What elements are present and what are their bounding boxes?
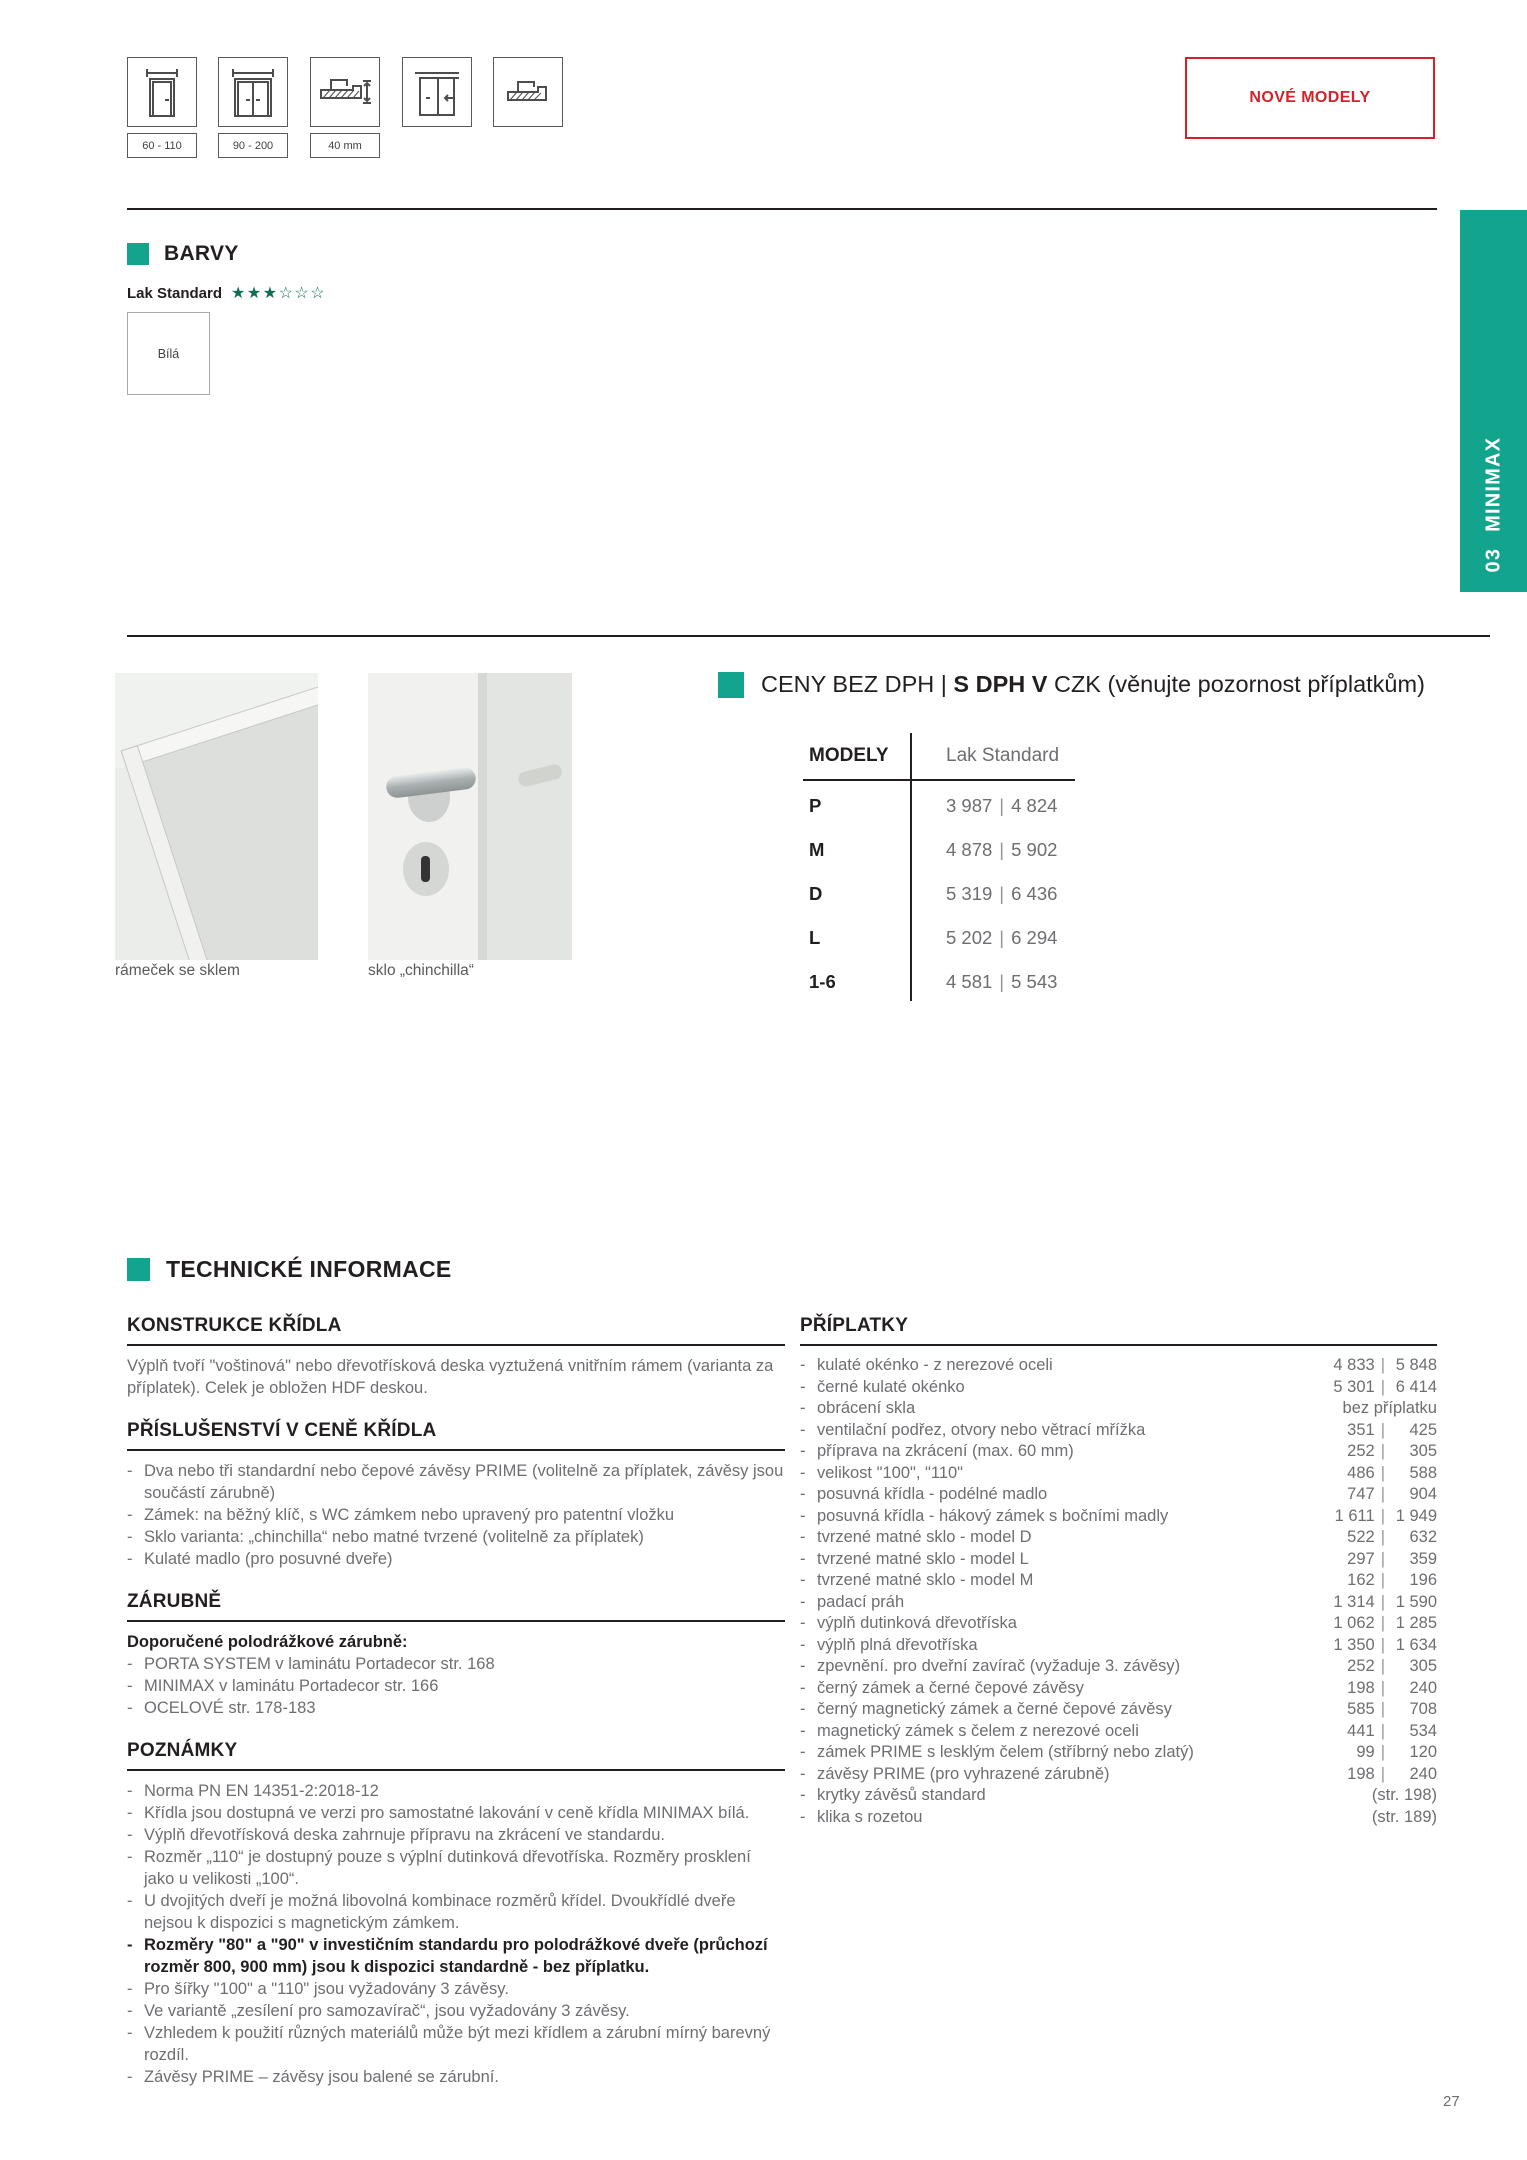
list-bullet: - <box>127 1677 133 1695</box>
note-item <box>127 2066 785 2088</box>
list-bullet: - <box>800 1571 806 1589</box>
price-separator: | <box>999 795 1005 816</box>
surcharge-price <box>1329 1463 1437 1485</box>
price-separator: | <box>999 839 1005 860</box>
price-gross: 632 <box>1409 1528 1437 1546</box>
price-net: 1 350 <box>1333 1635 1375 1654</box>
note-item-text: Rozměry "80" a "90" v investičním standardu pro polodrážkové dveře (průchozí rozměr 800, 900 mm) jsou k dispozici standardně - bez příplatku. <box>144 1936 768 1976</box>
price-separator: | <box>1380 1485 1385 1503</box>
tech-right-column <box>800 1315 1437 1828</box>
price-separator: | <box>1380 1442 1385 1460</box>
list-bullet: - <box>127 1892 133 1910</box>
note-item-text: Pro šířky "100" a "110" jsou vyžadovány 3 závěsy. <box>144 1980 509 1998</box>
surcharge-row <box>800 1721 1437 1743</box>
surcharge-row <box>800 1678 1437 1700</box>
surcharge-label: klika s rozetou <box>817 1807 923 1826</box>
price-net: 162 <box>1347 1571 1375 1589</box>
frames-subtitle: Doporučené polodrážkové zárubně: <box>127 1633 408 1651</box>
accessory-item <box>127 1526 785 1548</box>
note-item-text: Ve variantě „zesílení pro samozavírač“, jsou vyžadovány 3 závěsy. <box>144 2002 630 2020</box>
surcharge-price <box>1329 1721 1437 1743</box>
chapter-number: 03 <box>1482 547 1504 572</box>
note-item <box>127 1934 785 1978</box>
list-bullet: - <box>127 1936 133 1954</box>
surcharge-row <box>800 1420 1437 1442</box>
note-item <box>127 1824 785 1846</box>
price-separator: | <box>1380 1356 1385 1374</box>
list-bullet: - <box>800 1614 806 1632</box>
model-code-cell: 1-6 <box>809 971 836 992</box>
accessory-item-text: Dva nebo tři standardní nebo čepové závěsy PRIME (volitelně za příplatek, závěsy jsou součástí zárubně) <box>144 1462 784 1502</box>
surcharge-row <box>800 1506 1437 1528</box>
note-item-text: Závěsy PRIME – závěsy jsou balené se zárubní. <box>144 2068 499 2086</box>
surcharge-price <box>1329 1656 1437 1678</box>
surcharge-label: krytky závěsů standard <box>817 1786 986 1804</box>
note-item <box>127 1846 785 1890</box>
photo-caption: sklo „chinchilla“ <box>368 962 474 979</box>
surcharge-label: černý zámek a černé čepové závěsy <box>817 1678 1084 1697</box>
price-gross: 1 949 <box>1395 1506 1437 1525</box>
list-bullet: - <box>127 2068 133 2086</box>
photo-caption: rámeček se sklem <box>115 962 240 979</box>
price-separator: | <box>1380 1549 1385 1568</box>
surcharge-price <box>1329 1527 1437 1549</box>
list-bullet: - <box>800 1807 806 1826</box>
surcharges-title: PŘÍPLATKY <box>800 1315 1437 1346</box>
surcharge-label: černý magnetický zámek a černé čepové závěsy <box>817 1700 1172 1718</box>
surcharge-price <box>1329 1699 1437 1721</box>
surcharge-row <box>800 1764 1437 1786</box>
list-bullet: - <box>127 1980 133 1998</box>
surcharge-row <box>800 1785 1437 1807</box>
price-gross: 5 543 <box>1011 971 1058 992</box>
list-bullet: - <box>127 1506 133 1524</box>
swatch-label: Bílá <box>157 346 180 361</box>
price-net: 4 878 <box>946 839 993 860</box>
section-divider <box>127 635 1490 637</box>
note-item-text: Vzhledem k použití různých materiálů může být mezi křídlem a zárubní mírný barevný rozdíl. <box>144 2024 771 2064</box>
price-separator: | <box>1380 1657 1385 1675</box>
price-separator: | <box>1380 1377 1385 1396</box>
list-bullet: - <box>800 1764 806 1783</box>
list-bullet: - <box>800 1592 806 1611</box>
list-bullet: - <box>127 2024 133 2042</box>
list-bullet: - <box>800 1356 806 1374</box>
surcharge-row <box>800 1699 1437 1721</box>
surcharge-label: černé kulaté okénko <box>817 1377 965 1396</box>
list-bullet: - <box>127 1804 133 1822</box>
surcharge-row <box>800 1656 1437 1678</box>
price-separator: | <box>1380 1678 1385 1697</box>
surcharge-label: kulaté okénko - z nerezové oceli <box>817 1356 1053 1374</box>
surcharge-label: posuvná křídla - podélné madlo <box>817 1485 1048 1503</box>
price-separator: | <box>1380 1592 1385 1611</box>
surcharge-price <box>1329 1635 1437 1657</box>
price-net: 198 <box>1347 1678 1375 1697</box>
sliding-door-icon <box>402 57 472 127</box>
price-separator: | <box>1380 1764 1385 1783</box>
surcharge-label: tvrzené matné sklo - model D <box>817 1528 1032 1546</box>
surcharge-label: ventilační podřez, otvory nebo větrací mřížka <box>817 1420 1146 1439</box>
list-bullet: - <box>127 1462 133 1480</box>
price-net: 5 202 <box>946 927 993 948</box>
price-gross: 196 <box>1409 1571 1437 1589</box>
price-gross: 1 590 <box>1395 1592 1437 1611</box>
surcharge-price <box>1329 1592 1437 1614</box>
note-item <box>127 1780 785 1802</box>
note-item <box>127 2022 785 2066</box>
price-net: 252 <box>1347 1442 1375 1460</box>
note-item <box>127 2000 785 2022</box>
price-separator: | <box>1380 1528 1385 1546</box>
price-net: 252 <box>1347 1657 1375 1675</box>
note-item-text: Výplň dřevotřísková deska zahrnuje přípravu na zkrácení ve standardu. <box>144 1826 665 1844</box>
list-bullet: - <box>800 1700 806 1718</box>
price-gross: 6 414 <box>1395 1377 1437 1396</box>
price-gross: 6 436 <box>1011 883 1058 904</box>
models-column-header: MODELY <box>803 733 910 781</box>
list-bullet: - <box>800 1721 806 1740</box>
finish-label: Lak Standard <box>127 284 223 302</box>
surcharge-row <box>800 1527 1437 1549</box>
note-item-text: Křídla jsou dostupná ve verzi pro samostatné lakování v ceně křídla MINIMAX bílá. <box>144 1804 750 1822</box>
model-code-cell: D <box>809 883 823 904</box>
surcharge-label: výplň dutinková dřevotříska <box>817 1614 1017 1632</box>
model-code-cell: L <box>809 927 821 948</box>
surcharge-price <box>1329 1742 1437 1764</box>
surcharge-row <box>800 1592 1437 1614</box>
surcharge-label: výplň plná dřevotříska <box>817 1635 978 1654</box>
photo-frame-with-glass <box>115 673 318 960</box>
teal-square-bullet-icon <box>718 672 744 698</box>
surcharge-label: zpevnění. pro dveřní zavírač (vyžaduje 3. závěsy) <box>817 1657 1181 1675</box>
frame-item <box>127 1675 785 1697</box>
price-gross: 305 <box>1409 1442 1437 1460</box>
list-bullet: - <box>800 1635 806 1654</box>
accessories-title: PŘÍSLUŠENSTVÍ V CENĚ KŘÍDLA <box>127 1420 785 1451</box>
surcharge-note: (str. 198) <box>1371 1786 1437 1804</box>
colors-section-heading <box>127 242 239 266</box>
list-bullet: - <box>800 1442 806 1460</box>
prices-heading-text: CENY BEZ DPH | S DPH V CZK (věnujte pozornost příplatkům) <box>761 671 1425 697</box>
list-bullet: - <box>127 1782 133 1800</box>
price-net: 747 <box>1347 1485 1375 1503</box>
price-gross: 904 <box>1409 1485 1437 1503</box>
panel-thickness-icon <box>310 57 380 127</box>
surcharge-row <box>800 1441 1437 1463</box>
single-door-width-icon <box>127 57 197 127</box>
page-number: 27 <box>1443 2093 1460 2110</box>
note-item-text: U dvojitých dveří je možná libovolná kombinace rozměrů křídel. Dvoukřídlé dveře nejsou k dispozici s magnetickým zámkem. <box>144 1892 736 1932</box>
double-door-width-icon <box>218 57 288 127</box>
chapter-name: MINIMAX <box>1482 436 1504 532</box>
surcharge-row <box>800 1355 1437 1377</box>
price-net: 3 987 <box>946 795 993 816</box>
model-price-cell <box>910 957 1075 1001</box>
price-net: 1 062 <box>1333 1614 1375 1632</box>
surcharge-label: obrácení skla <box>817 1399 916 1417</box>
list-bullet: - <box>800 1657 806 1675</box>
price-gross: 5 902 <box>1011 839 1058 860</box>
price-net: 297 <box>1347 1549 1375 1568</box>
frame-item-text: OCELOVÉ str. 178-183 <box>144 1699 316 1717</box>
list-bullet: - <box>800 1786 806 1804</box>
star-rating-icon: ★★★☆☆☆ <box>231 285 327 302</box>
price-net: 522 <box>1347 1528 1375 1546</box>
surcharge-label: magnetický zámek s čelem z nerezové oceli <box>817 1721 1139 1740</box>
price-gross: 425 <box>1409 1420 1437 1439</box>
models-price-table <box>803 733 1075 1001</box>
note-item-text: Norma PN EN 14351-2:2018-12 <box>144 1782 379 1800</box>
price-gross: 708 <box>1409 1700 1437 1718</box>
price-separator: | <box>1380 1420 1385 1439</box>
price-separator: | <box>1380 1721 1385 1740</box>
price-separator: | <box>1380 1700 1385 1718</box>
price-separator: | <box>999 927 1005 948</box>
surcharge-price <box>1329 1678 1437 1700</box>
surcharge-label: posuvná křídla - hákový zámek s bočními madly <box>817 1506 1169 1525</box>
surcharge-price <box>1329 1441 1437 1463</box>
new-models-badge: NOVÉ MODELY <box>1185 57 1435 139</box>
accessory-item-text: Sklo varianta: „chinchilla“ nebo matné tvrzené (volitelně za příplatek) <box>144 1528 644 1546</box>
list-bullet: - <box>127 1655 133 1673</box>
notes-title: POZNÁMKY <box>127 1740 785 1771</box>
model-price-cell <box>910 825 1075 869</box>
price-separator: | <box>1380 1635 1385 1654</box>
chapter-tab-label <box>1460 210 1527 592</box>
price-separator: | <box>999 971 1005 992</box>
price-gross: 359 <box>1409 1549 1437 1568</box>
surcharge-price <box>1329 1377 1437 1399</box>
surcharge-note: (str. 189) <box>1371 1807 1437 1826</box>
list-bullet: - <box>800 1549 806 1568</box>
price-net: 486 <box>1347 1463 1375 1482</box>
accessory-item <box>127 1548 785 1570</box>
price-net: 351 <box>1347 1420 1375 1439</box>
price-net: 1 611 <box>1334 1506 1375 1525</box>
surcharge-price <box>1329 1506 1437 1528</box>
list-bullet: - <box>800 1463 806 1482</box>
price-gross: 305 <box>1409 1657 1437 1675</box>
prices-heading <box>718 671 1425 698</box>
surcharge-row <box>800 1742 1437 1764</box>
price-net: 198 <box>1347 1764 1375 1783</box>
technical-info-heading <box>127 1256 452 1283</box>
photo-chinchilla-glass-handle <box>368 673 572 960</box>
surcharge-price <box>1329 1355 1437 1377</box>
price-gross: 120 <box>1409 1743 1437 1761</box>
surcharge-label: tvrzené matné sklo - model M <box>817 1571 1034 1589</box>
surcharge-label: závěsy PRIME (pro vyhrazené zárubně) <box>817 1764 1110 1783</box>
surcharge-price <box>1329 1484 1437 1506</box>
surcharge-price <box>1329 1764 1437 1786</box>
frames-title: ZÁRUBNĚ <box>127 1591 785 1622</box>
price-net: 5 319 <box>946 883 993 904</box>
surcharge-row <box>800 1549 1437 1571</box>
thickness-label: 40 mm <box>310 133 380 158</box>
surcharge-row <box>800 1398 1437 1420</box>
surcharge-price <box>1329 1570 1437 1592</box>
tech-left-column <box>127 1315 785 2088</box>
price-separator: | <box>1380 1743 1385 1761</box>
list-bullet: - <box>800 1506 806 1525</box>
model-price-cell <box>910 781 1075 825</box>
surcharge-label: příprava na zkrácení (max. 60 mm) <box>817 1442 1074 1460</box>
price-separator: | <box>1380 1506 1385 1525</box>
surcharge-row <box>800 1635 1437 1657</box>
price-separator: | <box>1380 1571 1385 1589</box>
surcharge-label: velikost "100", "110" <box>817 1463 964 1482</box>
frame-item <box>127 1697 785 1719</box>
section-divider <box>127 208 1437 210</box>
list-bullet: - <box>127 1826 133 1844</box>
price-gross: 534 <box>1409 1721 1437 1740</box>
accessory-item <box>127 1460 785 1504</box>
price-net: 585 <box>1347 1700 1375 1718</box>
list-bullet: - <box>127 1550 133 1568</box>
list-bullet: - <box>127 1848 133 1866</box>
surcharge-note: bez příplatku <box>1342 1399 1437 1417</box>
undercut-profile-icon <box>493 57 563 127</box>
accessory-item-text: Zámek: na běžný klíč, s WC zámkem nebo upravený pro patentní vložku <box>144 1506 675 1524</box>
price-net: 5 301 <box>1333 1377 1375 1396</box>
price-net: 4 581 <box>946 971 993 992</box>
list-bullet: - <box>127 1699 133 1717</box>
teal-square-bullet-icon <box>127 243 149 265</box>
finish-rating-row <box>127 283 326 303</box>
note-item <box>127 1890 785 1934</box>
surcharge-label: padací práh <box>817 1592 905 1611</box>
color-swatch-white[interactable] <box>127 312 210 395</box>
price-net: 4 833 <box>1333 1356 1375 1374</box>
surcharge-row <box>800 1570 1437 1592</box>
surcharge-price <box>1329 1549 1437 1571</box>
price-separator: | <box>1380 1463 1385 1482</box>
model-price-cell <box>910 869 1075 913</box>
finish-column-header: Lak Standard <box>910 733 1075 781</box>
surcharge-label: zámek PRIME s lesklým čelem (stříbrný nebo zlatý) <box>817 1743 1194 1761</box>
surcharge-row <box>800 1807 1437 1829</box>
frame-item <box>127 1653 785 1675</box>
list-bullet: - <box>127 1528 133 1546</box>
model-price-cell <box>910 913 1075 957</box>
price-net: 99 <box>1356 1743 1375 1761</box>
price-net: 1 314 <box>1333 1592 1375 1611</box>
price-gross: 1 634 <box>1395 1635 1437 1654</box>
note-item <box>127 1978 785 2000</box>
list-bullet: - <box>800 1377 806 1396</box>
construction-title: KONSTRUKCE KŘÍDLA <box>127 1315 785 1346</box>
model-code-cell: M <box>809 839 825 860</box>
frame-item-text: MINIMAX v laminátu Portadecor str. 166 <box>144 1677 439 1695</box>
price-separator: | <box>999 883 1005 904</box>
price-gross: 588 <box>1409 1463 1437 1482</box>
note-item-text: Rozměr „110“ je dostupný pouze s výplní dutinková dřevotříska. Rozměry prosklení jako u velikosti „100“. <box>144 1848 751 1888</box>
technical-info-title: TECHNICKÉ INFORMACE <box>166 1256 452 1282</box>
price-gross: 240 <box>1409 1764 1437 1783</box>
note-item <box>127 1802 785 1824</box>
frame-item-text: PORTA SYSTEM v laminátu Portadecor str. 168 <box>144 1655 495 1673</box>
list-bullet: - <box>800 1743 806 1761</box>
surcharge-price <box>1329 1613 1437 1635</box>
price-separator: | <box>1380 1614 1385 1632</box>
price-gross: 6 294 <box>1011 927 1058 948</box>
surcharge-row <box>800 1613 1437 1635</box>
price-gross: 5 848 <box>1395 1356 1437 1374</box>
list-bullet: - <box>800 1485 806 1503</box>
surcharge-row <box>800 1377 1437 1399</box>
price-gross: 240 <box>1409 1678 1437 1697</box>
chapter-tab-minimax[interactable] <box>1460 210 1527 592</box>
construction-text: Výplň tvoří "voštinová" nebo dřevotřísková deska vyztužená vnitřním rámem (varianta za příplatek). Celek je obložen HDF deskou. <box>127 1357 774 1397</box>
accessory-item-text: Kulaté madlo (pro posuvné dveře) <box>144 1550 393 1568</box>
list-bullet: - <box>800 1399 806 1417</box>
surcharge-row <box>800 1484 1437 1506</box>
list-bullet: - <box>127 2002 133 2020</box>
colors-title: BARVY <box>164 242 239 265</box>
accessory-item <box>127 1504 785 1526</box>
surcharge-row <box>800 1463 1437 1485</box>
model-code-cell: P <box>809 795 822 816</box>
price-gross: 4 824 <box>1011 795 1058 816</box>
teal-square-bullet-icon <box>127 1258 150 1281</box>
price-gross: 1 285 <box>1395 1614 1437 1632</box>
list-bullet: - <box>800 1528 806 1546</box>
surcharge-label: tvrzené matné sklo - model L <box>817 1549 1029 1568</box>
size-range-label: 90 - 200 <box>218 133 288 158</box>
surcharge-price <box>1329 1420 1437 1442</box>
size-range-label: 60 - 110 <box>127 133 197 158</box>
list-bullet: - <box>800 1420 806 1439</box>
price-net: 441 <box>1347 1721 1375 1740</box>
list-bullet: - <box>800 1678 806 1697</box>
